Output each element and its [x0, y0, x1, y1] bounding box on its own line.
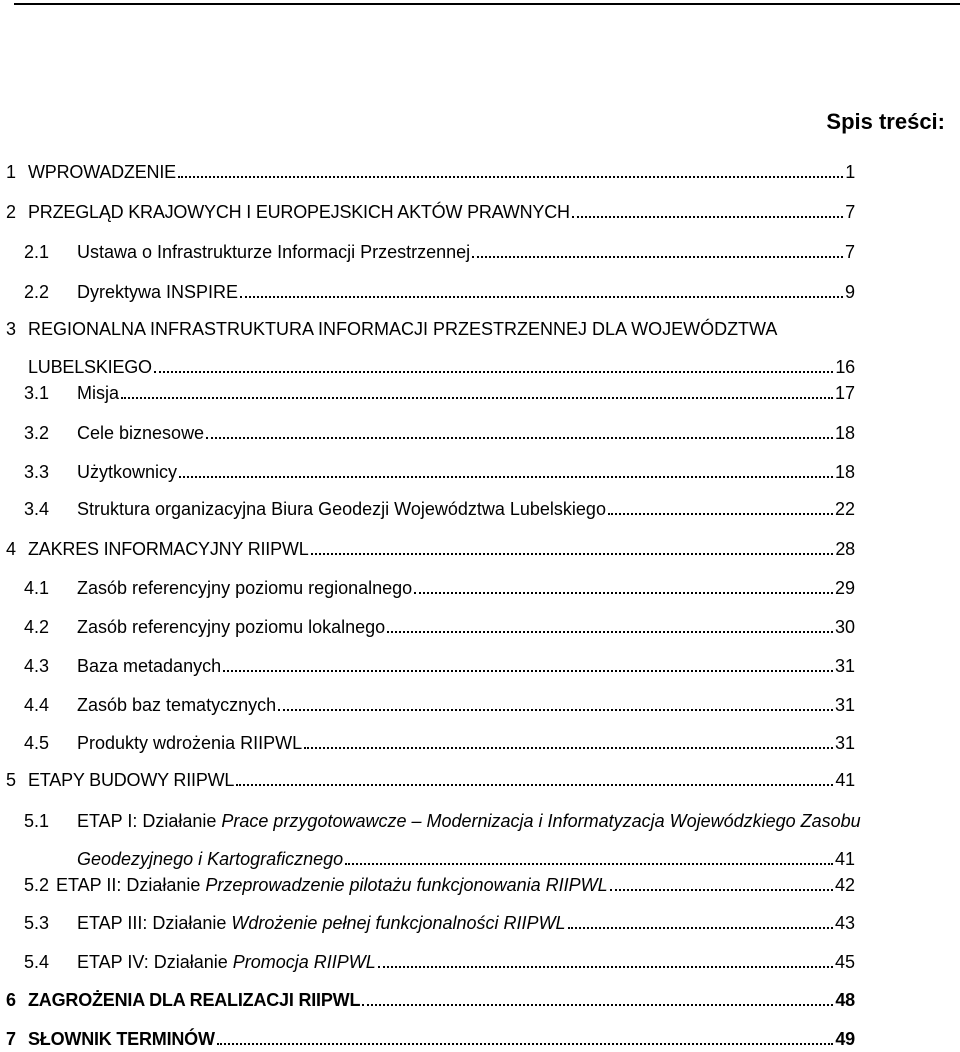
entry-number: 3 — [6, 319, 16, 339]
entry-number: 4.2 — [24, 617, 50, 637]
entry-line — [28, 987, 855, 1013]
entry-number: 5.4 — [24, 952, 50, 972]
entry-text: WPROWADZENIE — [28, 162, 176, 182]
entry-text: ZAGROŻENIA DLA REALIZACJI RIIPWL — [28, 990, 361, 1010]
entry-line — [77, 653, 855, 679]
entry-line — [28, 159, 855, 185]
entry-line — [77, 692, 855, 718]
entry-text-segment: ETAP I: Działanie — [77, 811, 222, 831]
entry-line — [77, 730, 855, 756]
entry-text-segment: Promocja RIIPWL — [232, 952, 376, 972]
dot-leader — [414, 592, 833, 594]
dot-leader — [345, 863, 833, 865]
entry-number: 3.4 — [24, 499, 50, 519]
entry-line — [28, 536, 855, 562]
entry-text: Cele biznesowe — [77, 423, 205, 443]
page-number: 9 — [844, 282, 855, 302]
entry-number: 4 — [6, 539, 16, 559]
entry-text-line1 — [77, 808, 861, 834]
entry-text: SŁOWNIK TERMINÓW — [28, 1029, 215, 1049]
dot-leader — [278, 709, 833, 711]
entry-text: Misja — [77, 383, 120, 403]
entry-line — [77, 380, 855, 406]
page-number: 42 — [834, 875, 855, 895]
page-number: 31 — [834, 656, 855, 676]
dot-leader — [378, 966, 833, 968]
page-number: 7 — [844, 242, 855, 262]
entry-number: 3.2 — [24, 423, 50, 443]
entry-text: Zasób referencyjny poziomu lokalnego — [77, 617, 386, 637]
dot-leader — [154, 371, 834, 373]
entry-number: 1 — [6, 162, 16, 182]
entry-line — [77, 614, 855, 640]
page-number: 17 — [834, 383, 855, 403]
entry-text-segment: ETAP III: Działanie — [77, 913, 232, 933]
page-number: 41 — [835, 770, 855, 790]
dot-leader — [236, 784, 833, 786]
entry-text — [77, 949, 376, 975]
entry-number: 4.4 — [24, 695, 50, 715]
entry-text: Struktura organizacyjna Biura Geodezji Województwa Lubelskiego — [77, 499, 606, 519]
entry-number: 5.2 — [24, 875, 50, 895]
entry-number: 4.5 — [24, 733, 50, 753]
entry-number: 4.1 — [24, 578, 50, 598]
entry-text: LUBELSKIEGO — [28, 357, 152, 377]
entry-text: Dyrektywa INSPIRE — [77, 282, 239, 302]
dot-leader — [223, 670, 833, 672]
entry-line — [77, 496, 855, 522]
page-number: 43 — [834, 913, 855, 933]
entry-line — [77, 949, 855, 975]
entry-text: Produkty wdrożenia RIIPWL — [77, 733, 303, 753]
dot-leader — [610, 889, 833, 891]
entry-line — [28, 1026, 855, 1052]
page-number: 31 — [834, 695, 855, 715]
page-number: 1 — [845, 162, 855, 182]
page-number: 41 — [834, 849, 855, 869]
dot-leader — [387, 631, 833, 633]
page-number: 48 — [835, 990, 855, 1010]
entry-text-segment: ETAP IV: Działanie — [77, 952, 233, 972]
entry-line — [28, 199, 855, 225]
entry-text-segment: ETAP II: Działanie — [56, 875, 206, 895]
dot-leader — [572, 216, 843, 218]
page-number: 29 — [834, 578, 855, 598]
entry-number: 5.1 — [24, 811, 50, 831]
entry-number: 5 — [6, 770, 16, 790]
entry-text: Ustawa o Infrastrukturze Informacji Przestrzennej — [77, 242, 471, 262]
entry-text — [77, 846, 343, 872]
entry-line — [56, 872, 855, 898]
dot-leader — [178, 176, 843, 178]
entry-text-segment: Wdrożenie pełnej funkcjonalności RIIPWL — [231, 913, 566, 933]
dot-leader — [206, 437, 833, 439]
page-number: 22 — [834, 499, 855, 519]
page-number: 30 — [834, 617, 855, 637]
entry-text-segment: Prace przygotowawcze – Modernizacja i Informatyzacja Wojewódzkiego Zasobu — [221, 811, 861, 831]
page-number: 18 — [834, 423, 855, 443]
entry-number: 2.2 — [24, 282, 50, 302]
entry-number: 3.3 — [24, 462, 50, 482]
entry-line — [77, 420, 855, 446]
entry-line — [77, 846, 855, 872]
page-number: 45 — [834, 952, 855, 972]
dot-leader — [240, 296, 843, 298]
entry-text: Baza metadanych — [77, 656, 222, 676]
page-number: 31 — [834, 733, 855, 753]
dot-leader — [568, 927, 833, 929]
entry-text: ZAKRES INFORMACYJNY RIIPWL — [28, 539, 309, 559]
page-number: 49 — [835, 1029, 855, 1049]
entry-number: 5.3 — [24, 913, 50, 933]
dot-leader — [179, 476, 833, 478]
entry-text: Użytkownicy — [77, 462, 178, 482]
page-title: Spis treści: — [826, 109, 945, 134]
entry-line — [77, 239, 855, 265]
entry-text-line1: REGIONALNA INFRASTRUKTURA INFORMACJI PRZESTRZENNEJ DLA WOJEWÓDZTWA — [28, 319, 778, 339]
entry-number: 2 — [6, 202, 16, 222]
dot-leader — [217, 1043, 834, 1045]
entry-number: 6 — [6, 990, 16, 1010]
entry-text: Zasób referencyjny poziomu regionalnego — [77, 578, 413, 598]
page-number: 7 — [845, 202, 855, 222]
dot-leader — [121, 397, 833, 399]
entry-line — [77, 279, 855, 305]
entry-text-segment: Geodezyjnego i Kartograficznego — [77, 849, 344, 869]
dot-leader — [311, 553, 834, 555]
entry-line — [77, 910, 855, 936]
entry-text: ETAPY BUDOWY RIIPWL — [28, 770, 235, 790]
dot-leader — [362, 1004, 833, 1006]
entry-text: PRZEGLĄD KRAJOWYCH I EUROPEJSKICH AKTÓW PRAWNYCH — [28, 202, 570, 222]
entry-text-segment: Przeprowadzenie pilotażu funkcjonowania RIIPWL — [205, 875, 608, 895]
entry-number: 3.1 — [24, 383, 50, 403]
entry-text — [56, 872, 608, 898]
entry-number: 4.3 — [24, 656, 50, 676]
top-rule — [14, 3, 960, 5]
entry-text: Zasób baz tematycznych — [77, 695, 277, 715]
entry-line — [28, 354, 855, 380]
entry-line — [77, 575, 855, 601]
entry-number: 7 — [6, 1029, 16, 1049]
page-number: 28 — [835, 539, 855, 559]
entry-number: 2.1 — [24, 242, 50, 262]
page-number: 18 — [834, 462, 855, 482]
page-number: 16 — [835, 357, 855, 377]
dot-leader — [472, 256, 843, 258]
dot-leader — [608, 513, 833, 515]
dot-leader — [304, 747, 833, 749]
entry-line — [77, 459, 855, 485]
entry-text — [77, 910, 566, 936]
entry-line — [28, 767, 855, 793]
